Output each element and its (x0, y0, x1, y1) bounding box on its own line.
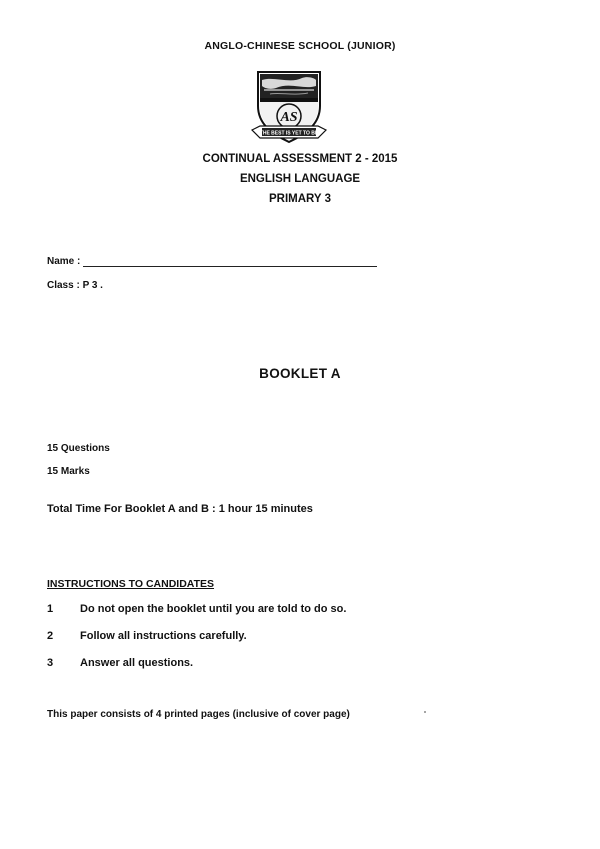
scan-speck (424, 711, 426, 713)
school-name: ANGLO-CHINESE SCHOOL (JUNIOR) (204, 40, 396, 52)
class-label: Class : P 3 . (47, 280, 103, 291)
instructions-heading: INSTRUCTIONS TO CANDIDATES (47, 578, 215, 590)
marks-count: 15 Marks (47, 466, 90, 477)
instruction-number: 2 (47, 630, 54, 642)
level-title: PRIMARY 3 (269, 193, 331, 205)
instruction-text: Answer all questions. (80, 657, 194, 669)
subject-title: ENGLISH LANGUAGE (239, 173, 361, 185)
instruction-text: Do not open the booklet until you are told to do so. (80, 603, 347, 615)
booklet-title: BOOKLET A (259, 366, 341, 381)
total-time: Total Time For Booklet A and B : 1 hour 15 minutes (47, 503, 313, 515)
instruction-number: 3 (47, 657, 54, 669)
svg-text:AS: AS (280, 110, 298, 125)
question-count: 15 Questions (47, 443, 110, 454)
school-crest-logo (250, 68, 328, 148)
assessment-title: CONTINUAL ASSESSMENT 2 - 2015 (202, 153, 398, 165)
instruction-text: Follow all instructions carefully. (80, 630, 247, 642)
instruction-number: 1 (47, 603, 54, 615)
page-count-note: This paper consists of 4 printed pages (inclusive of cover page) (47, 709, 350, 720)
name-label: Name : (47, 256, 81, 267)
name-answer-line (83, 266, 377, 267)
svg-text:THE BEST IS YET TO BE: THE BEST IS YET TO BE (259, 130, 319, 137)
